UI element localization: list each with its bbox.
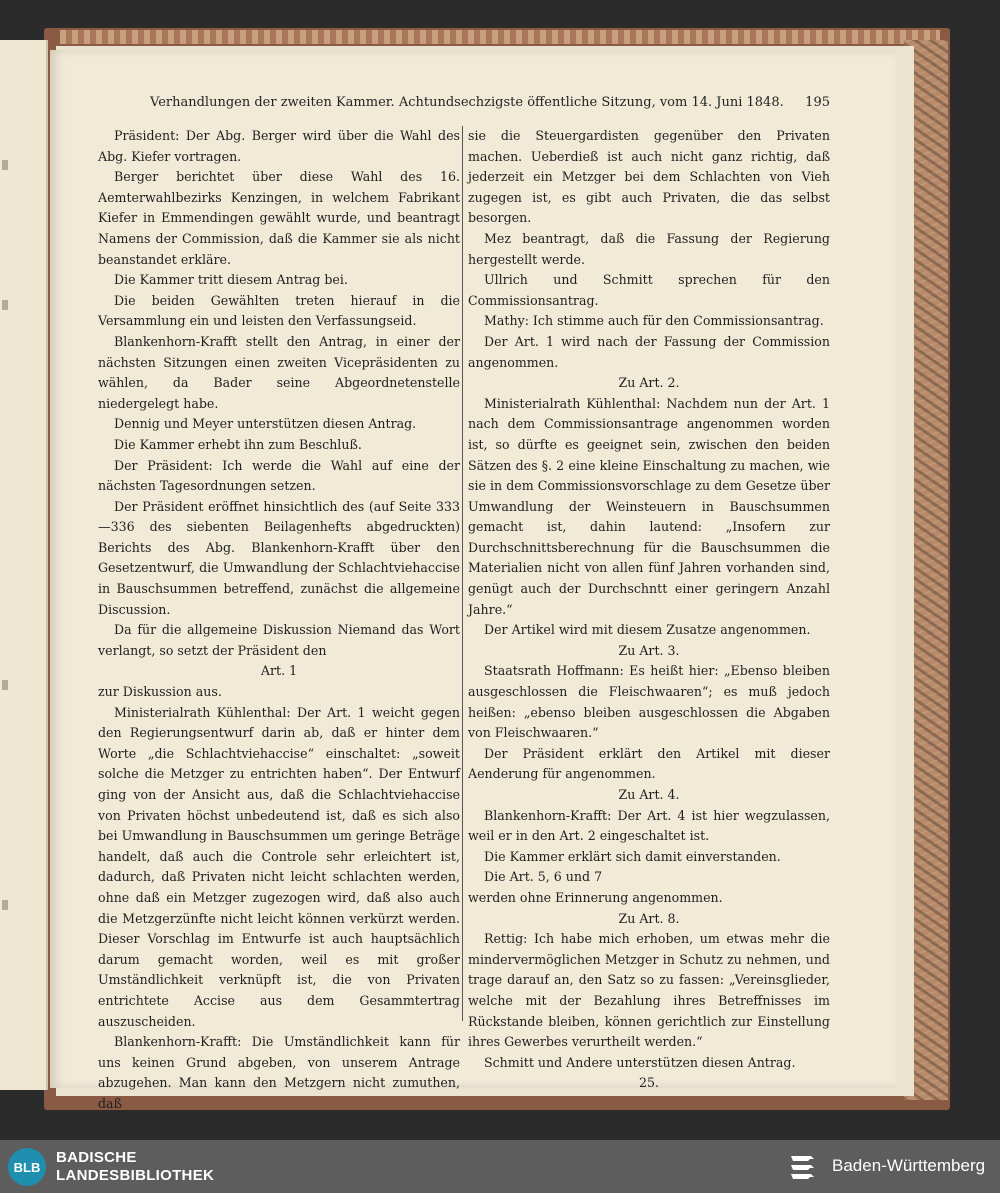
section-heading: Art. 1	[260, 663, 298, 679]
left-text-column	[98, 126, 460, 1115]
paragraph: sie die Steuergardisten gegenüber den Privaten machen. Ueberdieß ist auch nicht ganz richtig, daß jederzeit ein Metzger bei dem Schlachten von Vieh zugegen ist, es gibt auch Privaten, die das selbst besorgen.	[468, 128, 830, 226]
section-heading: Zu Art. 2.	[618, 375, 680, 391]
section-heading: Zu Art. 3.	[618, 642, 680, 658]
paragraph: Der Präsident erklärt den Artikel mit dieser Aenderung für angenommen.	[468, 745, 830, 782]
paragraph: Staatsrath Hoffmann: Es heißt hier: „Ebenso bleiben ausgeschlossen die Fleischwaaren“; es muß jedoch heißen: „ebenso bleiben ausgeschlossen die Abgaben von Fleischwaaren.“	[468, 663, 830, 741]
viewer-footer	[0, 1140, 1000, 1193]
paragraph: Rettig: Ich habe mich erhoben, um etwas mehr die mindervermöglichen Metzger in Schutz zu nehmen, und trage darauf an, den Satz so zu fassen: „Vereinsglieder, welche mit der Bezahlung ihres Betreffnisses im Rückstande bleiben, können gerichtlich zur Einstellung ihres Gewerbes verurtheilt werden.“	[468, 931, 830, 1050]
section-heading: Zu Art. 8.	[618, 910, 680, 926]
paragraph: Mez beantragt, daß die Fassung der Regierung hergestellt werde.	[468, 230, 830, 267]
paragraph: Der Präsident eröffnet hinsichtlich des (auf Seite 333—336 des siebenten Beilagenhefts abgedruckten) Berichts des Abg. Blankenhorn-Krafft über den Gesetzentwurf, die Umwandlung der Schlachtviehaccise in Bauschsummen betreffend, zunächst die allgemeine Discussion.	[98, 498, 460, 617]
section-heading: 25.	[638, 1075, 660, 1091]
paragraph: Ullrich und Schmitt sprechen für den Commissionsantrag.	[468, 272, 830, 308]
paragraph: Der Artikel wird mit diesem Zusatze angenommen.	[484, 622, 811, 638]
library-name[interactable]	[56, 1149, 214, 1185]
state-name[interactable]: Baden-Württemberg	[832, 1156, 986, 1175]
paragraph: Ministerialrath Kühlenthal: Nachdem nun der Art. 1 nach dem Commissionsantrage angenommen worden ist, so dürfte es geeignet sein, zwischen den beiden Sätzen des §. 2 eine kleine Einschaltung zu machen, wie sie in dem Commissionsvorschlage zu dem Gesetze über Umwandlung der Weinsteuern in Bauschsummen gemacht ist, dahin lautend: „Insofern zur Durchschnittsberechnung für die Bauschsummen die Materialien nicht von allen fünf Jahren vorhanden sind, genügt auch der Durchschntt einer geringern Anzahl Jahre.“	[468, 395, 830, 617]
paragraph: Die beiden Gewählten treten hierauf in die Versammlung ein und leisten den Verfassungseid.	[98, 292, 460, 329]
section-heading: Zu Art. 4.	[618, 787, 680, 802]
paragraph: Präsident: Der Abg. Berger wird über die Wahl des Abg. Kiefer vortragen.	[98, 128, 460, 164]
paragraph: Blankenhorn-Krafft: Die Umständlichkeit kann für uns keinen Grund abgeben, von unserem Antrage abzugehen. Man kann den Metzgern nicht zumuthen, daß	[98, 1034, 460, 1111]
paragraph: Mathy: Ich stimme auch für den Commissionsantrag.	[484, 313, 824, 329]
paragraph: Die Kammer erklärt sich damit einverstanden.	[484, 848, 781, 864]
paragraph: Die Kammer tritt diesem Antrag bei.	[114, 272, 348, 288]
paragraph: Die Kammer erhebt ihn zum Beschluß.	[114, 436, 362, 452]
paragraph: Ministerialrath Kühlenthal: Der Art. 1 weicht gegen den Regierungsentwurf darin ab, daß er hinter dem Worte „die Schlachtviehaccise“ einschaltet: „soweit solche die Metzger zu entrichten haben“. Der Entwurf ging von der Ansicht aus, daß die Schlachtviehaccise von Privaten höchst unbedeutend ist, daß es sich also bei Umwandlung in Bauschsummen um geringe Beträge handelt, daß auch die Controle sehr erleichtert ist, dadurch, daß Privaten nicht leicht schlachten werden, ohne daß ein Metzger zugezogen wird, daß also auch die Metzgerzünfte nicht leicht können verkürzt werden. Dieser Vorschlag im Entwurfe ist auch hauptsächlich darum gemacht worden, weil es mit großer Umständlichkeit verknüpft ist, die von Privaten entrichtete Accise aus dem Gesammtertrag auszuscheiden.	[98, 704, 460, 1029]
paragraph: Blankenhorn-Krafft stellt den Antrag, in einer der nächsten Sitzungen einen zweiten Vicepräsidenten zu wählen, da Bader seine Abgeordnetenstelle niedergelegt habe.	[98, 333, 460, 411]
running-header	[150, 95, 830, 117]
header-title: Verhandlungen der zweiten Kammer. Achtundsechzigste öffentliche Sitzung, vom 14. Juni 1848.	[150, 95, 784, 110]
paragraph: Der Art. 1 wird nach der Fassung der Commission angenommen.	[468, 333, 830, 370]
paragraph: werden ohne Erinnerung angenommen.	[468, 889, 723, 905]
library-name-line2: LANDESBIBLIOTHEK	[56, 1167, 215, 1184]
paragraph: Berger berichtet über diese Wahl des 16. Aemterwahlbezirks Kenzingen, in welchem Fabrikant Kiefer in Emmendingen gewählt wurde, und beantragt Namens der Commission, daß die Kammer sie als nicht beanstandet erkläre.	[98, 169, 460, 267]
right-text-column	[468, 126, 830, 1094]
library-name-line1: BADISCHE	[56, 1149, 137, 1166]
paragraph: Da für die allgemeine Diskussion Niemand das Wort verlangt, so setzt der Präsident den	[98, 622, 460, 658]
column-divider	[462, 126, 463, 1021]
paragraph: Dennig und Meyer unterstützen diesen Antrag.	[114, 416, 417, 432]
paragraph: Der Präsident: Ich werde die Wahl auf eine der nächsten Tagesordnungen setzen.	[98, 457, 460, 494]
baden-wuerttemberg-lions-icon	[788, 1150, 822, 1184]
paragraph: zur Diskussion aus.	[98, 684, 222, 700]
previous-page-edge	[0, 40, 48, 1090]
paragraph: Die Art. 5, 6 und 7	[484, 869, 603, 885]
paragraph: Blankenhorn-Krafft: Der Art. 4 ist hier wegzulassen, weil er in den Art. 2 eingeschaltet ist.	[468, 807, 830, 844]
blb-logo-icon[interactable]: BLB	[8, 1148, 46, 1186]
book-top-edge	[60, 30, 940, 44]
paragraph: Schmitt und Andere unterstützen diesen Antrag.	[484, 1054, 796, 1070]
page-number: 195	[805, 95, 830, 110]
